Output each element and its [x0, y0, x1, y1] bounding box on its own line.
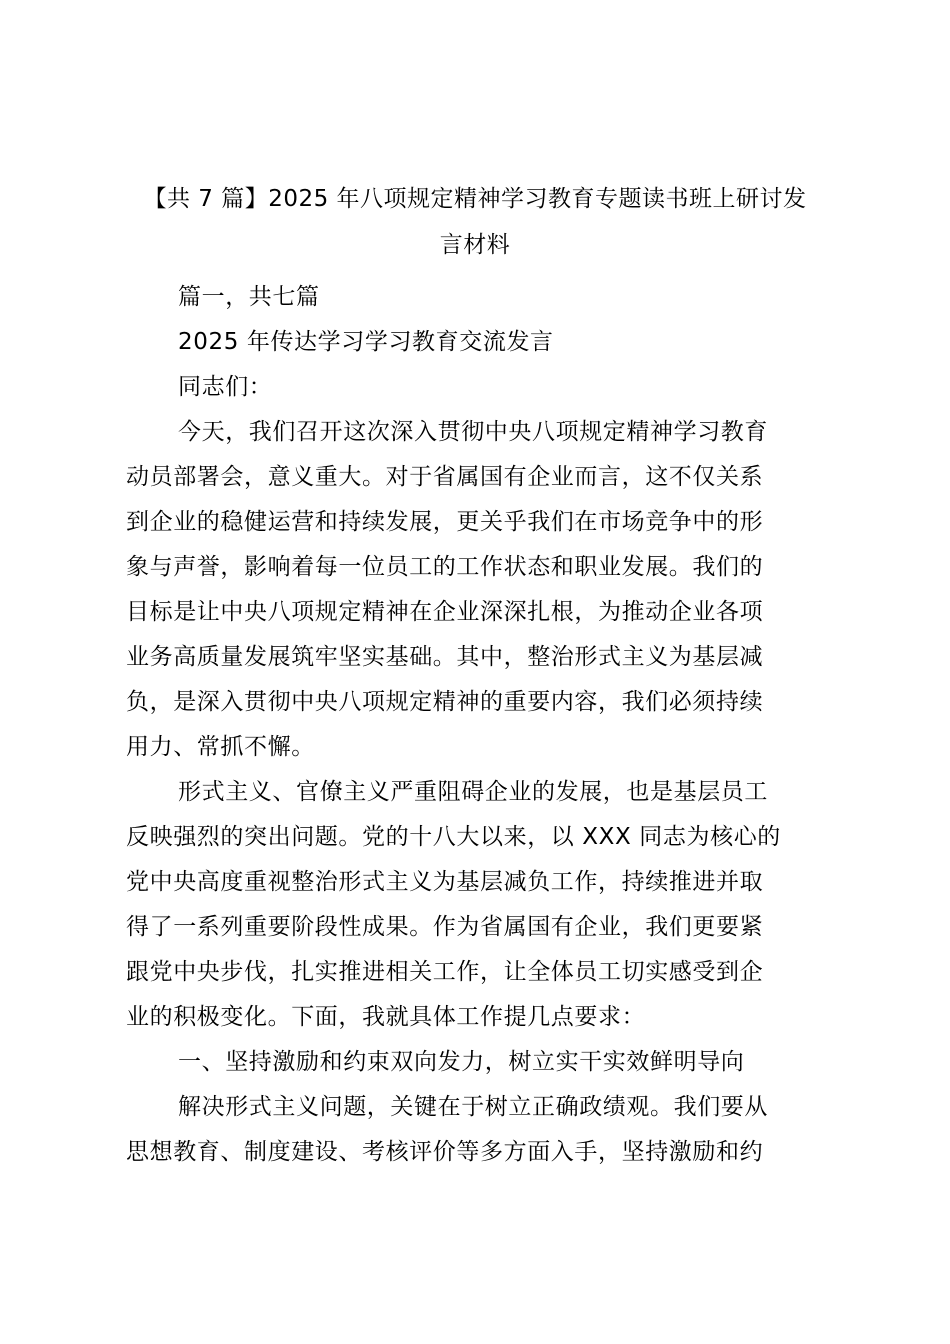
title-line: 言材料 [439, 232, 511, 258]
paragraph-line: 反映强烈的突出问题。党的十八大以来，以 XXX 同志为核心的 [126, 824, 781, 850]
paragraph-line: 得了一系列重要阶段性成果。作为省属国有企业，我们更要紧 [126, 914, 764, 940]
paragraph-line: 形式主义、官僚主义严重阻碍企业的发展，也是基层员工 [178, 779, 768, 805]
speech-title: 2025 年传达学习学习教育交流发言 [178, 329, 554, 355]
paragraph-line: 跟党中央步伐，扎实推进相关工作，让全体员工切实感受到企 [126, 959, 764, 985]
salutation: 同志们： [178, 374, 273, 400]
paragraph-line: 象与声誉，影响着每一位员工的工作状态和职业发展。我们的 [126, 554, 764, 580]
subheading-1: 一、坚持激励和约束双向发力，树立实干实效鲜明导向 [178, 1049, 745, 1075]
paragraph-line: 党中央高度重视整治形式主义为基层减负工作，持续推进并取 [126, 869, 764, 895]
title-line: 【共 7 篇】2025 年八项规定精神学习教育专题读书班上研讨发 [143, 186, 807, 212]
paragraph-line: 解决形式主义问题，关键在于树立正确政绩观。我们要从 [178, 1094, 768, 1120]
paragraph-line: 业的积极变化。下面，我就具体工作提几点要求： [126, 1004, 646, 1030]
document-title [110, 176, 840, 268]
paragraph-line: 目标是让中央八项规定精神在企业深深扎根，为推动企业各项 [126, 599, 764, 625]
paragraph-line: 负，是深入贯彻中央八项规定精神的重要内容，我们必须持续 [126, 689, 764, 715]
paragraph-line: 今天，我们召开这次深入贯彻中央八项规定精神学习教育 [178, 419, 768, 445]
paragraph-line: 动员部署会，意义重大。对于省属国有企业而言，这不仅关系 [126, 464, 764, 490]
paragraph-line: 到企业的稳健运营和持续发展，更关乎我们在市场竞争中的形 [126, 509, 764, 535]
paragraph-line: 思想教育、制度建设、考核评价等多方面入手，坚持激励和约 [126, 1139, 764, 1165]
section-heading: 篇一，共七篇 [178, 284, 320, 310]
paragraph-line: 用力、常抓不懈。 [126, 734, 315, 760]
paragraph-line: 业务高质量发展筑牢坚实基础。其中，整治形式主义为基层减 [126, 644, 764, 670]
